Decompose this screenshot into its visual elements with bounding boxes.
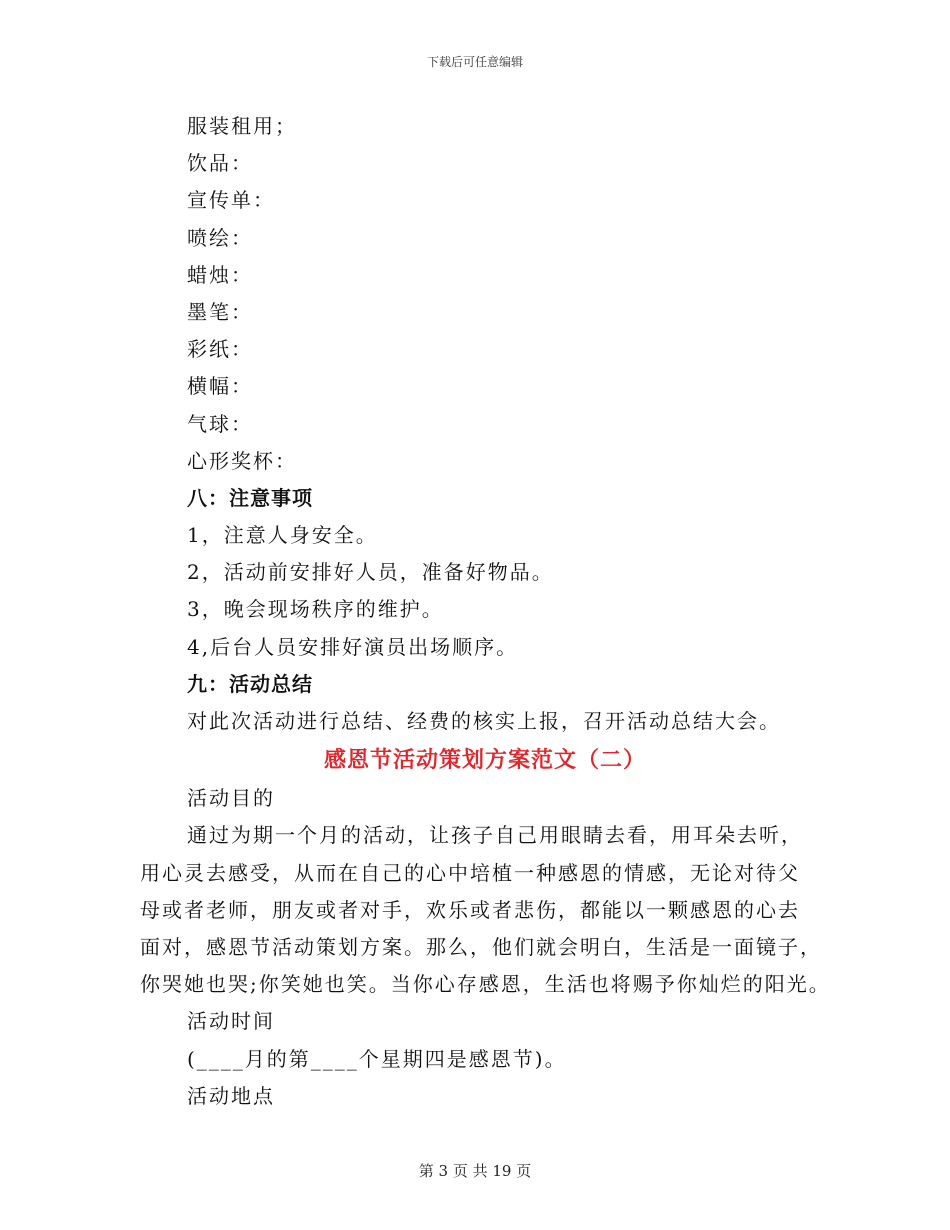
place-heading: 活动地点 xyxy=(187,1083,275,1108)
document-title: 感恩节活动策划方案范文（二） xyxy=(323,747,646,774)
item-drinks: 饮品： xyxy=(187,151,253,176)
goal-line-5: 你哭她也哭;你笑她也笑。当你心存感恩，生活也将赐予你灿烂的阳光。 xyxy=(140,972,831,997)
time-heading: 活动时间 xyxy=(187,1009,275,1034)
item-balloons: 气球： xyxy=(187,411,253,436)
section-8-point-1: 1，注意人身安全。 xyxy=(187,523,378,548)
page-number: 第 3 页 共 19 页 xyxy=(418,1162,532,1180)
item-banner: 横幅： xyxy=(187,374,253,399)
item-candles: 蜡烛： xyxy=(187,262,253,287)
page-header-note: 下载后可任意编辑 xyxy=(426,55,523,69)
document-body xyxy=(140,108,830,1115)
section-9-heading: 九：活动总结 xyxy=(187,671,313,696)
goal-heading: 活动目的 xyxy=(187,786,275,811)
section-8-point-2: 2，活动前安排好人员，准备好物品。 xyxy=(187,560,554,585)
item-costume-rental: 服装租用； xyxy=(187,114,297,138)
item-colored-paper: 彩纸： xyxy=(187,337,253,362)
goal-line-1: 通过为期一个月的活动，让孩子自己用眼睛去看，用耳朵去听， xyxy=(187,823,803,848)
goal-line-2: 用心灵去感受，从而在自己的心中培植一种感恩的情感，无论对待父 xyxy=(140,860,800,885)
section-8-heading: 八：注意事项 xyxy=(187,485,313,510)
time-text: (____月的第____个星期四是感恩节)。 xyxy=(187,1046,567,1071)
item-ink-pens: 墨笔： xyxy=(187,299,253,324)
section-9-text: 对此次活动进行总结、经费的核实上报，召开活动总结大会。 xyxy=(187,709,781,733)
goal-line-4: 面对，感恩节活动策划方案。那么，他们就会明白，生活是一面镜子， xyxy=(140,934,822,959)
item-flyers: 宣传单： xyxy=(187,188,275,213)
goal-line-3: 母或者老师，朋友或者对手，欢乐或者悲伤，都能以一颗感恩的心去 xyxy=(140,897,800,922)
item-spray-painting: 喷绘： xyxy=(187,225,253,250)
section-8-point-4: 4,后台人员安排好演员出场顺序。 xyxy=(187,634,519,659)
item-heart-trophy: 心形奖杯： xyxy=(187,448,297,473)
section-8-point-3: 3，晚会现场秩序的维护。 xyxy=(187,597,444,622)
